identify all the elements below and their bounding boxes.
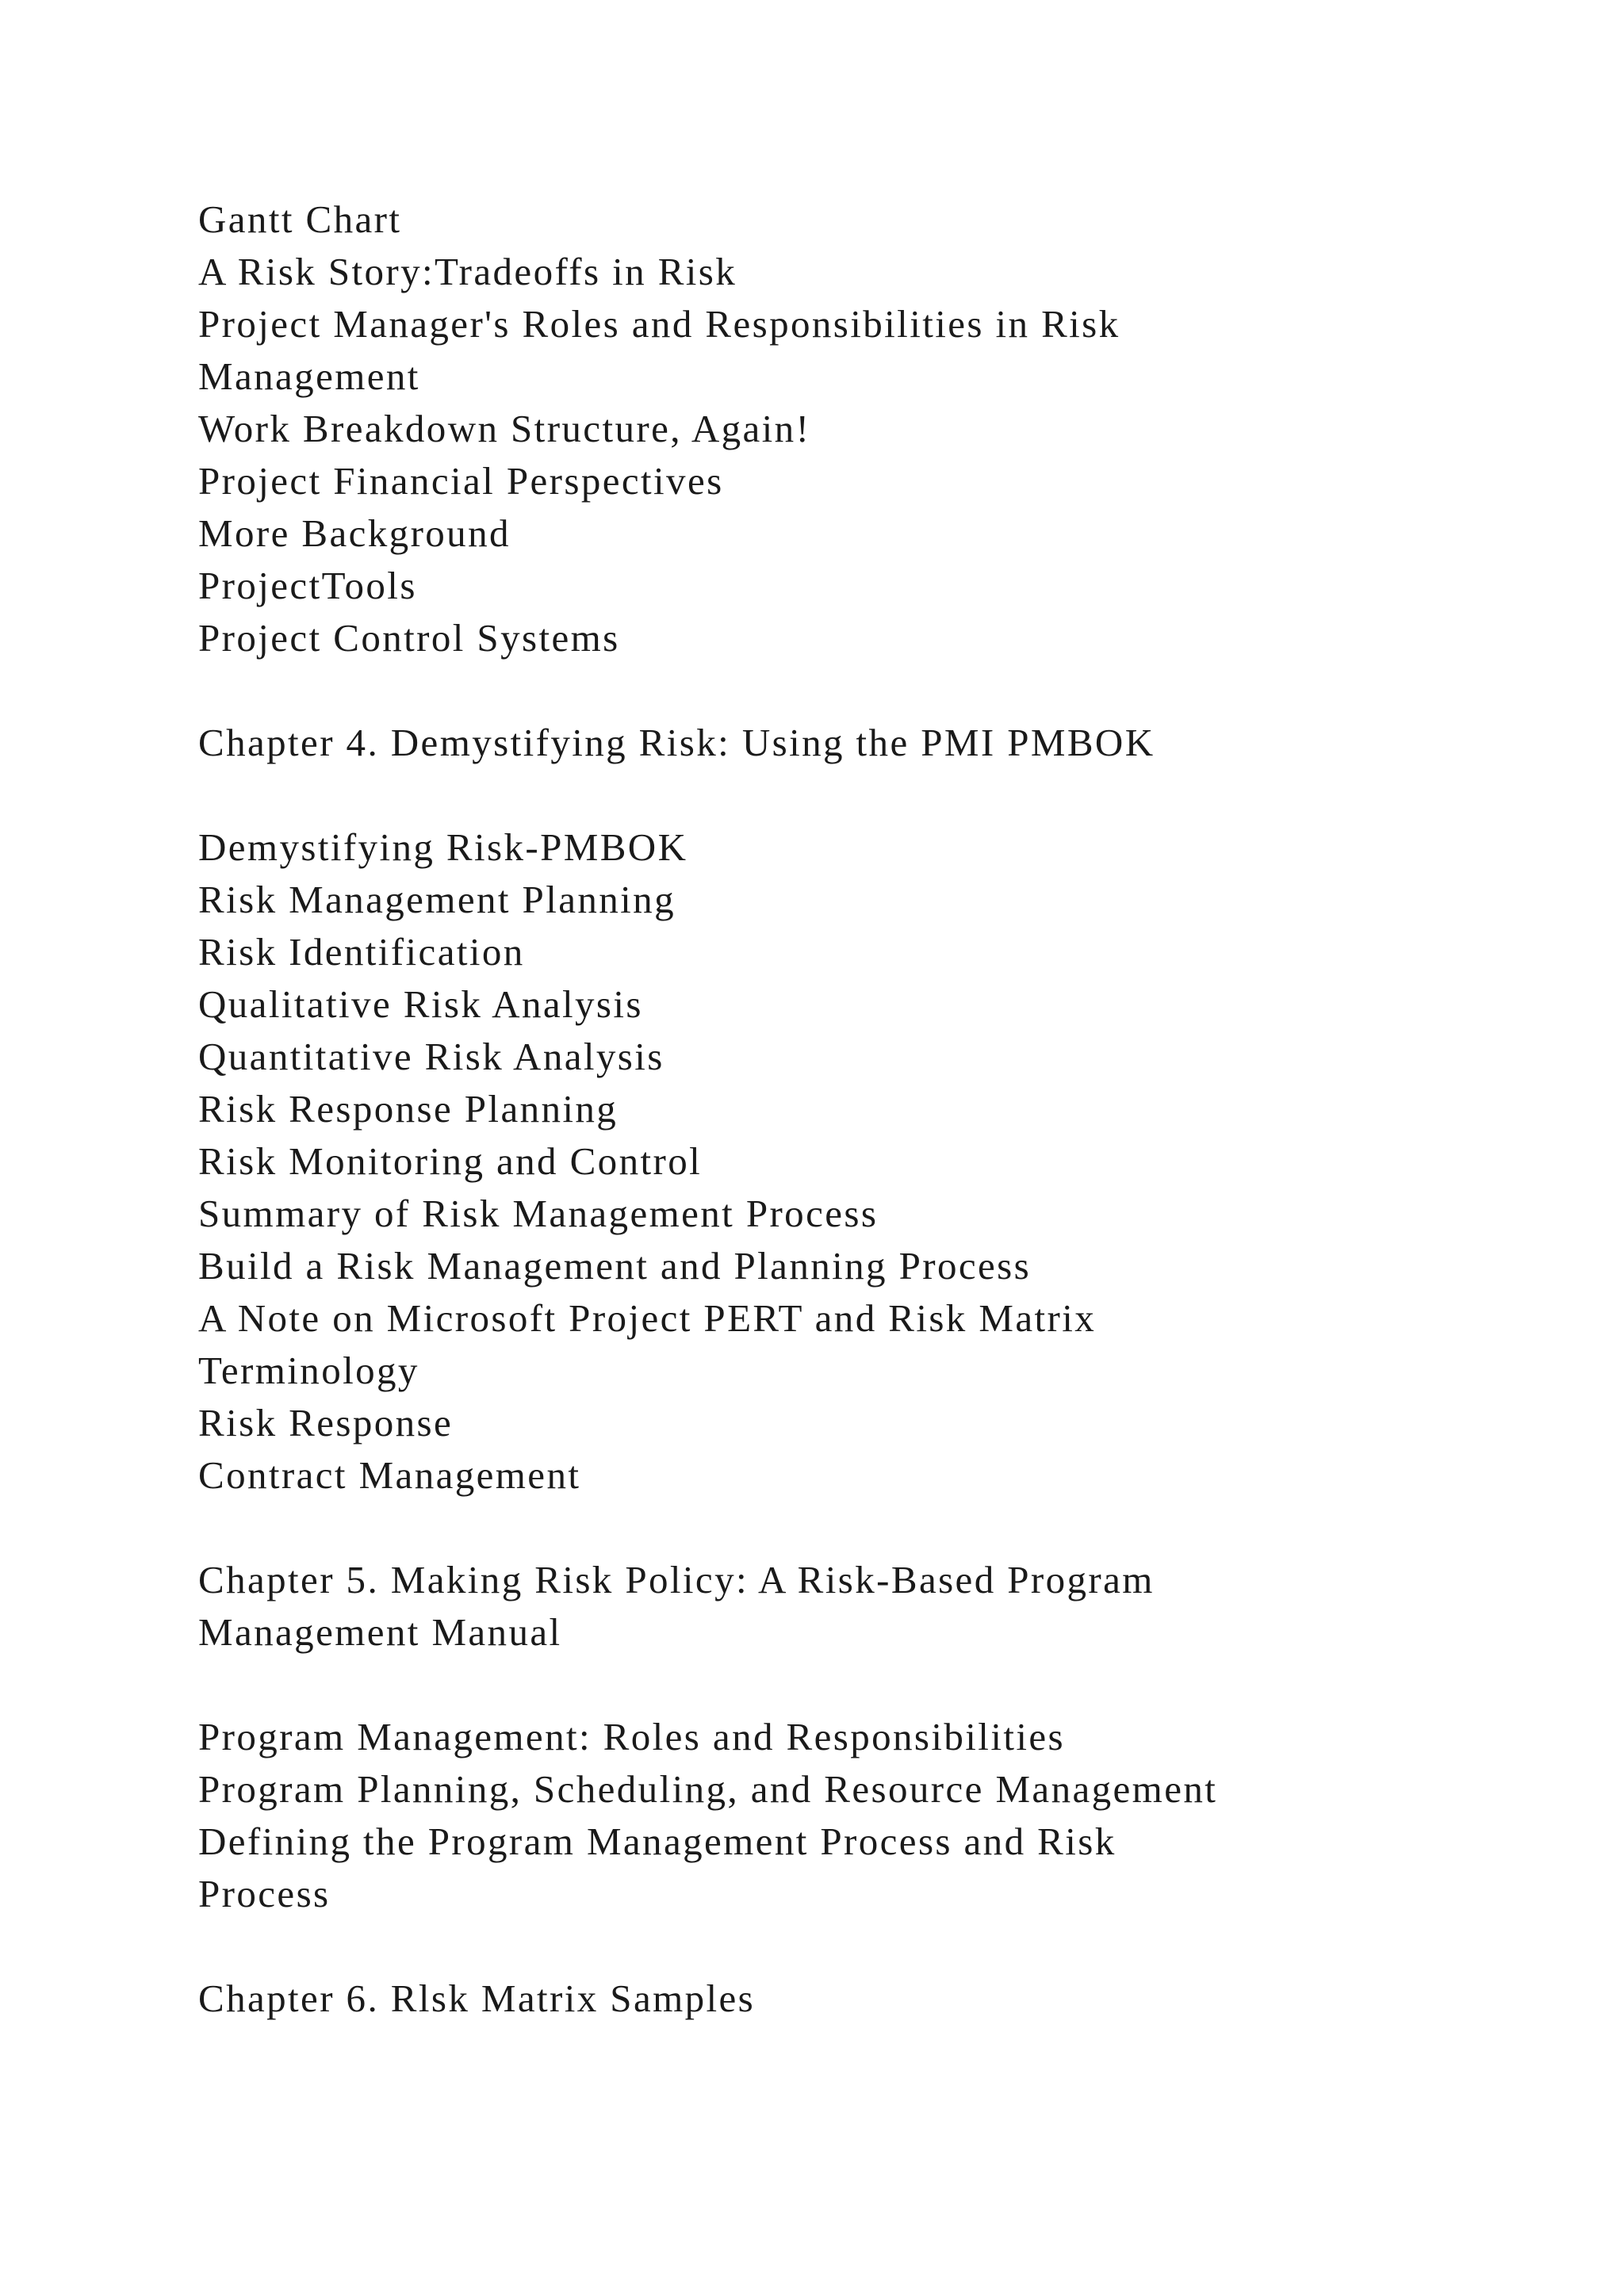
blank-line [198,1502,1562,1554]
toc-line: Project Manager's Roles and Responsibilities in Risk [198,302,1120,346]
toc-line: Quantitative Risk Analysis [198,1035,665,1078]
toc-line: Qualitative Risk Analysis [198,982,643,1026]
toc-line: Gantt Chart [198,197,402,241]
toc-line: Defining the Program Management Process and Risk [198,1820,1116,1863]
toc-line: Build a Risk Management and Planning Process [198,1244,1032,1288]
blank-line [198,1920,1562,1973]
blank-line [198,664,1562,717]
toc-line: Process [198,1872,331,1915]
toc-line: Project Financial Perspectives [198,459,724,503]
chapter-5-heading: Chapter 5. Making Risk Policy: A Risk-Based Program [198,1558,1155,1601]
toc-line: Project Control Systems [198,616,620,660]
blank-line [198,1659,1562,1711]
toc-line: Terminology [198,1349,419,1392]
toc-line: Management [198,354,420,398]
toc-line: Risk Monitoring and Control [198,1139,703,1183]
toc-line: Risk Response [198,1401,454,1445]
document-text [198,193,1562,2025]
toc-line: A Note on Microsoft Project PERT and Risk Matrix [198,1296,1097,1340]
toc-line: Program Planning, Scheduling, and Resource Management [198,1767,1218,1811]
toc-line: Risk Management Planning [198,878,676,921]
toc-line: Contract Management [198,1453,581,1497]
toc-line: Program Management: Roles and Responsibilities [198,1715,1065,1758]
toc-line: A Risk Story:Tradeoffs in Risk [198,250,737,293]
chapter-6-heading: Chapter 6. Rlsk Matrix Samples [198,1976,756,2020]
toc-line: Summary of Risk Management Process [198,1192,879,1235]
chapter-4-heading: Chapter 4. Demystifying Risk: Using the PMI PMBOK [198,721,1155,764]
toc-line: ProjectTools [198,564,417,607]
toc-line: Risk Identification [198,930,525,974]
toc-line: Risk Response Planning [198,1087,619,1131]
chapter-5-heading-continued: Management Manual [198,1610,562,1654]
blank-line [198,769,1562,821]
toc-line: Demystifying Risk-PMBOK [198,825,688,869]
toc-line: More Background [198,511,511,555]
toc-line: Work Breakdown Structure, Again! [198,407,811,450]
